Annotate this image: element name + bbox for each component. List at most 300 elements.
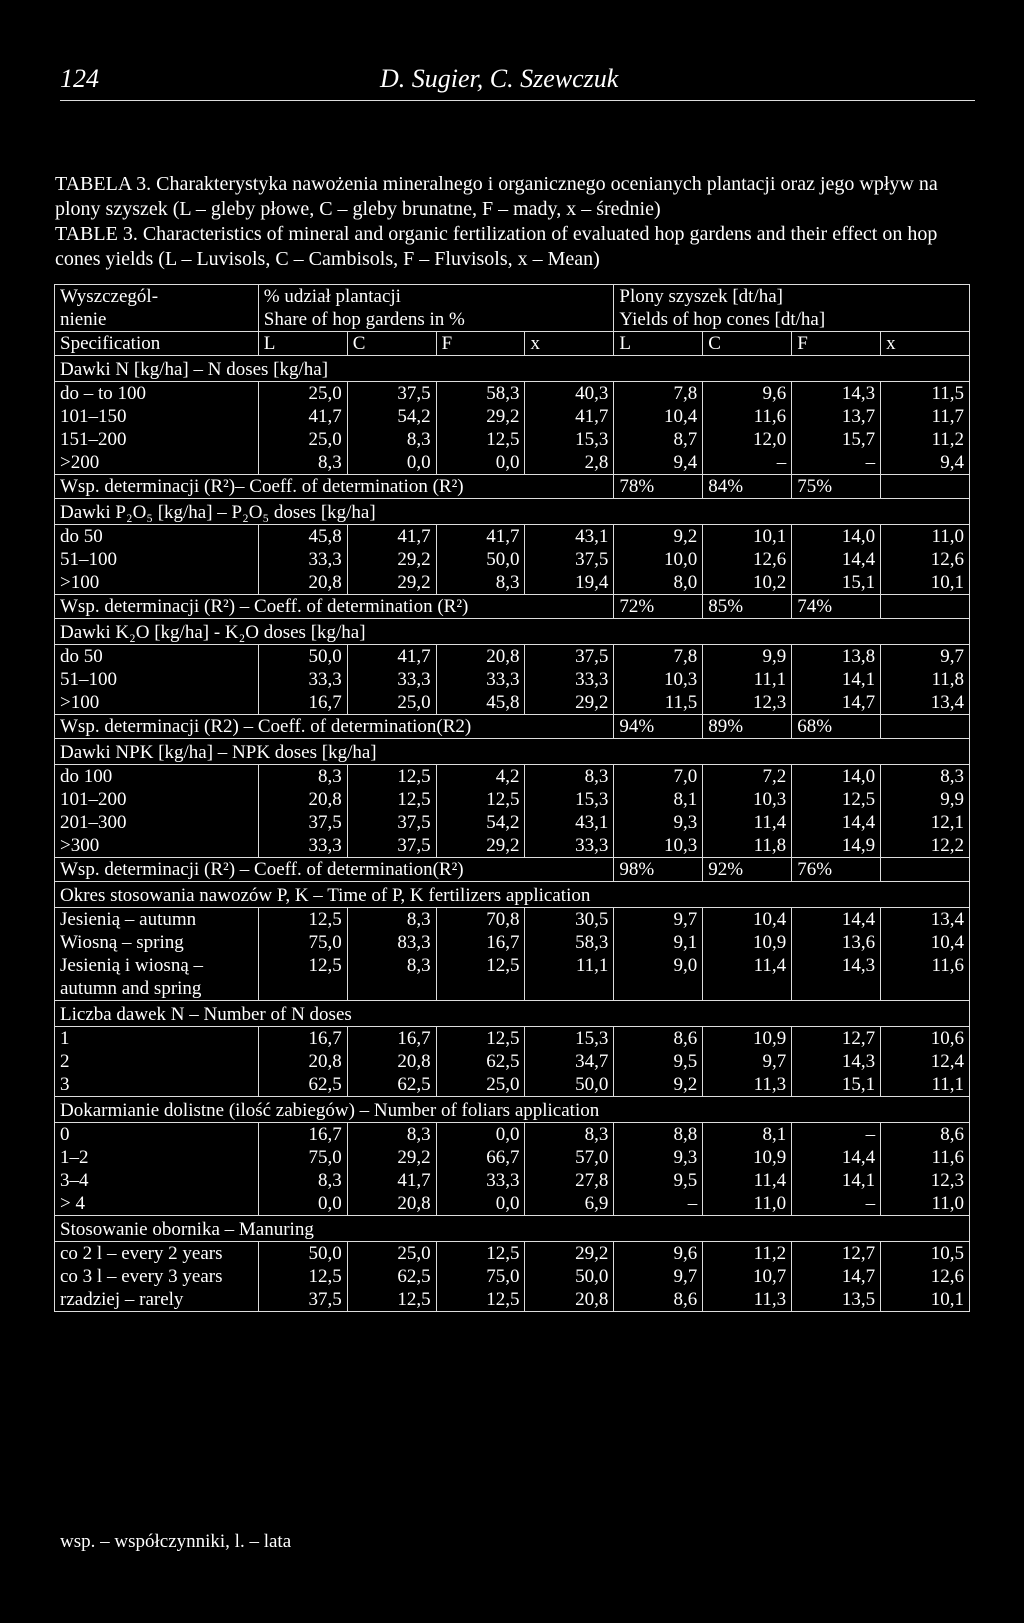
cell: 33,3 [258, 668, 347, 691]
r2-value: 78% [614, 475, 703, 499]
table-row [55, 765, 970, 789]
cell: 9,5 [614, 1169, 703, 1192]
cell: 9,6 [703, 382, 792, 406]
row-label: >300 [55, 834, 259, 858]
cell: 62,5 [347, 1265, 436, 1288]
cell: 40,3 [525, 382, 614, 406]
table-row [55, 525, 970, 549]
r2-value: 75% [792, 475, 881, 499]
r2-row [55, 715, 970, 739]
row-label: do – to 100 [60, 383, 147, 404]
cell: 45,8 [258, 525, 347, 549]
cell: 14,0 [792, 525, 881, 549]
cell: 16,7 [258, 691, 347, 715]
cell: 9,4 [614, 451, 703, 475]
cell: 0,0 [436, 451, 525, 475]
r2-value: 74% [792, 595, 881, 619]
cell: 50,0 [525, 1073, 614, 1097]
section-title: Liczba dawek N – Number of N doses [55, 1001, 970, 1027]
row-label: co 2 l – every 2 years [60, 1243, 223, 1264]
row-label: 51–100 [60, 549, 117, 570]
r2-value: 84% [703, 475, 792, 499]
cell: 9,7 [881, 645, 970, 669]
cell: 25,0 [347, 691, 436, 715]
cell: 10,9 [703, 931, 792, 954]
cell: 7,2 [703, 765, 792, 789]
cell: 10,1 [881, 1288, 970, 1312]
table-row [55, 977, 970, 1001]
row-label: > 4 [55, 1192, 259, 1216]
cell: 9,0 [614, 954, 703, 977]
r2-row [55, 475, 970, 499]
cell: 8,0 [614, 571, 703, 595]
section-title-row [55, 1001, 970, 1027]
cell: 12,7 [792, 1027, 881, 1051]
cell: 12,4 [881, 1050, 970, 1073]
cell: 66,7 [436, 1146, 525, 1169]
cell: 12,1 [881, 811, 970, 834]
table-row [55, 428, 970, 451]
row-label: 3 [55, 1073, 259, 1097]
cell: 41,7 [347, 645, 436, 669]
table-row [55, 908, 970, 932]
r2-row [55, 858, 970, 882]
cell: 14,4 [792, 1146, 881, 1169]
section-title-row [55, 882, 970, 908]
cell: – [792, 451, 881, 475]
yield-header-en: Yields of hop cones [dt/ha] [614, 308, 970, 332]
cell: 33,3 [258, 834, 347, 858]
section-title-row [55, 1216, 970, 1242]
cell: 14,0 [792, 765, 881, 789]
cell: – [614, 1192, 703, 1216]
cell: 14,1 [792, 668, 881, 691]
row-label: >100 [55, 691, 259, 715]
cell: 8,3 [258, 1169, 347, 1192]
table-row [55, 548, 970, 571]
cell: 9,2 [614, 525, 703, 549]
cell: 10,1 [881, 571, 970, 595]
cell: 43,1 [525, 525, 614, 549]
cell: 15,3 [525, 1027, 614, 1051]
cell: 29,2 [347, 571, 436, 595]
cell: 7,8 [614, 645, 703, 669]
cell: 8,3 [347, 1123, 436, 1147]
cell: 11,0 [881, 525, 970, 549]
caption-en: TABLE 3. Characteristics of mineral and organic fertilization of evaluated hop gardens and their effect on hop cones yields (L – Luvisols, C – Cambisols, F – Fluvisols, x – Mean) [55, 223, 938, 270]
cell: 0,0 [436, 1123, 525, 1147]
r2-value: 68% [792, 715, 881, 739]
cell [258, 977, 347, 1001]
cell: 62,5 [347, 1073, 436, 1097]
cell: 41,7 [347, 1169, 436, 1192]
cell: 9,7 [614, 1265, 703, 1288]
column-header: C [703, 332, 792, 356]
cell: 16,7 [436, 931, 525, 954]
page-number: 124 [60, 64, 99, 93]
section-title: Dawki N [kg/ha] – N doses [kg/ha] [55, 356, 970, 382]
table-row [55, 645, 970, 669]
cell: 16,7 [258, 1027, 347, 1051]
table-row [55, 834, 970, 858]
cell: 15,3 [525, 788, 614, 811]
cell: 11,6 [703, 405, 792, 428]
row-label: 51–100 [60, 669, 117, 690]
r2-value: 89% [703, 715, 792, 739]
table-row [55, 1123, 970, 1147]
cell: 8,1 [614, 788, 703, 811]
empty-cell [881, 595, 970, 619]
caption-pl: TABELA 3. Charakterystyka nawożenia mineralnego i organicznego ocenianych plantacji oraz jego wpływ na plony szyszek (L – gleby płowe, C – gleby brunatne, F – mady, x – średnie) [55, 173, 938, 220]
cell: 9,9 [881, 788, 970, 811]
cell: 19,4 [525, 571, 614, 595]
cell: 14,9 [792, 834, 881, 858]
spec-header-en: Specification [55, 332, 259, 356]
cell: 20,8 [347, 1050, 436, 1073]
cell: 8,3 [347, 908, 436, 932]
cell: 20,8 [258, 1050, 347, 1073]
cell: 10,7 [703, 1265, 792, 1288]
row-label: rzadziej – rarely [55, 1288, 259, 1312]
cell: 10,4 [614, 405, 703, 428]
cell: 33,3 [436, 1169, 525, 1192]
cell: 10,6 [881, 1027, 970, 1051]
cell: – [792, 1123, 881, 1147]
cell [347, 977, 436, 1001]
r2-row [55, 595, 970, 619]
cell: 11,5 [614, 691, 703, 715]
table-row [55, 1050, 970, 1073]
cell: 11,3 [703, 1288, 792, 1312]
cell: 12,0 [703, 428, 792, 451]
row-label: do 50 [60, 646, 103, 667]
cell: 16,7 [258, 1123, 347, 1147]
cell: 13,8 [792, 645, 881, 669]
row-label: 101–150 [60, 406, 127, 427]
cell: 6,9 [525, 1192, 614, 1216]
cell: 8,7 [614, 428, 703, 451]
cell: 15,1 [792, 1073, 881, 1097]
table-row [55, 1265, 970, 1288]
cell: 14,1 [792, 1169, 881, 1192]
cell: 14,4 [792, 548, 881, 571]
cell: 8,3 [525, 1123, 614, 1147]
cell: 11,6 [881, 1146, 970, 1169]
r2-label: Wsp. determinacji (R²) – Coeff. of determination (R²) [55, 595, 614, 619]
cell: 10,1 [703, 525, 792, 549]
section-title-row [55, 1097, 970, 1123]
table-row [55, 571, 970, 595]
cell: 8,6 [881, 1123, 970, 1147]
cell: 14,4 [792, 811, 881, 834]
table-row [55, 1192, 970, 1216]
cell: 70,8 [436, 908, 525, 932]
row-label: co 3 l – every 3 years [60, 1266, 223, 1287]
cell: 37,5 [347, 382, 436, 406]
cell: 12,3 [881, 1169, 970, 1192]
section-title-row [55, 739, 970, 765]
row-label: 1 [60, 1028, 70, 1049]
column-header: F [436, 332, 525, 356]
cell: 30,5 [525, 908, 614, 932]
row-label: 2 [60, 1051, 70, 1072]
cell: 33,3 [525, 834, 614, 858]
cell: 9,6 [614, 1242, 703, 1266]
cell: 33,3 [258, 548, 347, 571]
cell [614, 977, 703, 1001]
cell: 12,5 [792, 788, 881, 811]
cell: 58,3 [525, 931, 614, 954]
cell: 8,1 [703, 1123, 792, 1147]
r2-label: Wsp. determinacji (R²) – Coeff. of determination(R²) [55, 858, 614, 882]
cell: 15,1 [792, 571, 881, 595]
cell: 10,3 [614, 834, 703, 858]
cell: 12,5 [347, 1288, 436, 1312]
cell: 45,8 [436, 691, 525, 715]
cell: 12,5 [436, 1288, 525, 1312]
cell: 8,3 [436, 571, 525, 595]
cell: 7,0 [614, 765, 703, 789]
cell: 14,4 [792, 908, 881, 932]
cell: 13,6 [792, 931, 881, 954]
cell: 11,1 [881, 1073, 970, 1097]
section-title: Dawki P₂O₅ [kg/ha] – P₂O₅ doses [kg/ha] [55, 499, 970, 525]
section-title: Dawki K₂O [kg/ha] - K₂O doses [kg/ha] [55, 619, 970, 645]
column-header: L [614, 332, 703, 356]
cell: 11,5 [881, 382, 970, 406]
section-title-row [55, 356, 970, 382]
column-header: x [525, 332, 614, 356]
cell: 12,5 [347, 788, 436, 811]
cell: 13,4 [881, 691, 970, 715]
cell: 34,7 [525, 1050, 614, 1073]
cell: 33,3 [436, 668, 525, 691]
cell: 29,2 [347, 1146, 436, 1169]
cell [436, 977, 525, 1001]
cell: 37,5 [258, 811, 347, 834]
cell: 10,9 [703, 1027, 792, 1051]
cell: 20,8 [258, 788, 347, 811]
column-header-row [55, 332, 970, 356]
cell: 0,0 [258, 1192, 347, 1216]
row-label: >100 [55, 571, 259, 595]
cell: 12,5 [258, 908, 347, 932]
cell: 37,5 [347, 811, 436, 834]
cell: 9,7 [614, 908, 703, 932]
column-header: L [258, 332, 347, 356]
cell: 2,8 [525, 451, 614, 475]
cell: 9,4 [881, 451, 970, 475]
cell: 25,0 [258, 382, 347, 406]
cell [881, 977, 970, 1001]
header-row-2 [55, 308, 970, 332]
cell: 11,0 [703, 1192, 792, 1216]
cell: 9,1 [614, 931, 703, 954]
r2-value: 92% [703, 858, 792, 882]
cell: 13,7 [792, 405, 881, 428]
cell: 25,0 [436, 1073, 525, 1097]
cell: 50,0 [525, 1265, 614, 1288]
cell: 13,5 [792, 1288, 881, 1312]
cell: 14,7 [792, 1265, 881, 1288]
cell: 29,2 [436, 834, 525, 858]
cell: 11,1 [525, 954, 614, 977]
cell: 10,3 [703, 788, 792, 811]
row-label: 151–200 [60, 429, 127, 450]
cell: 11,8 [703, 834, 792, 858]
row-label: Wiosną – spring [60, 932, 184, 953]
cell: 11,4 [703, 811, 792, 834]
cell: 8,6 [614, 1027, 703, 1051]
cell: 7,8 [614, 382, 703, 406]
cell: 75,0 [258, 1146, 347, 1169]
table-row [55, 788, 970, 811]
cell: 9,3 [614, 1146, 703, 1169]
cell: 12,6 [703, 548, 792, 571]
cell: 8,3 [881, 765, 970, 789]
table-row [55, 931, 970, 954]
cell: 12,2 [881, 834, 970, 858]
row-label: >200 [55, 451, 259, 475]
table-row [55, 1073, 970, 1097]
cell: 12,6 [881, 1265, 970, 1288]
cell: 11,6 [881, 954, 970, 977]
fertilization-table [54, 284, 970, 1312]
cell: 20,8 [347, 1192, 436, 1216]
cell: 41,7 [347, 525, 436, 549]
empty-cell [881, 715, 970, 739]
cell: 12,5 [436, 788, 525, 811]
cell: 33,3 [525, 668, 614, 691]
cell: 9,9 [703, 645, 792, 669]
cell: 8,3 [347, 428, 436, 451]
cell: 37,5 [258, 1288, 347, 1312]
r2-value: 98% [614, 858, 703, 882]
cell: 20,8 [258, 571, 347, 595]
cell: 0,0 [347, 451, 436, 475]
table-row [55, 691, 970, 715]
section-title: Dawki NPK [kg/ha] – NPK doses [kg/ha] [55, 739, 970, 765]
cell: 83,3 [347, 931, 436, 954]
cell: 43,1 [525, 811, 614, 834]
table-row [55, 811, 970, 834]
spec-header-pl: Wyszczegól- [60, 286, 159, 307]
cell: 50,0 [258, 645, 347, 669]
r2-label: Wsp. determinacji (R2) – Coeff. of determination(R2) [55, 715, 614, 739]
cell: 15,3 [525, 428, 614, 451]
section-title: Okres stosowania nawozów P, K – Time of P, K fertilizers application [55, 882, 970, 908]
row-label: 0 [60, 1124, 70, 1145]
page-header [60, 64, 975, 101]
column-header: C [347, 332, 436, 356]
spec-header-pl2: nienie [55, 308, 259, 332]
cell: 16,7 [347, 1027, 436, 1051]
cell: 8,3 [258, 451, 347, 475]
row-label: 3–4 [60, 1170, 89, 1191]
table-row [55, 1027, 970, 1051]
cell: 10,4 [703, 908, 792, 932]
cell: 11,2 [881, 428, 970, 451]
yield-header-pl: Plony szyszek [dt/ha] [614, 285, 970, 309]
cell: 12,5 [347, 765, 436, 789]
table-row [55, 1288, 970, 1312]
cell: 57,0 [525, 1146, 614, 1169]
cell: 25,0 [347, 1242, 436, 1266]
cell: 8,3 [258, 765, 347, 789]
cell: 9,3 [614, 811, 703, 834]
r2-label: Wsp. determinacji (R²)– Coeff. of determination (R²) [55, 475, 614, 499]
table-row [55, 668, 970, 691]
cell: 75,0 [258, 931, 347, 954]
table-row [55, 382, 970, 406]
cell: 10,3 [614, 668, 703, 691]
cell: 11,7 [881, 405, 970, 428]
cell: 8,6 [614, 1288, 703, 1312]
cell: 12,5 [258, 954, 347, 977]
cell: 10,5 [881, 1242, 970, 1266]
header-row-1 [55, 285, 970, 309]
cell: 75,0 [436, 1265, 525, 1288]
row-label: autumn and spring [55, 977, 259, 1001]
cell: 11,4 [703, 954, 792, 977]
cell: 10,0 [614, 548, 703, 571]
cell: 9,5 [614, 1050, 703, 1073]
footnote: wsp. – współczynniki, l. – lata [60, 1531, 292, 1552]
table-caption [55, 172, 975, 272]
cell: 9,2 [614, 1073, 703, 1097]
cell: 8,8 [614, 1123, 703, 1147]
cell: 20,8 [525, 1288, 614, 1312]
cell: 41,7 [525, 405, 614, 428]
empty-cell [881, 475, 970, 499]
cell: 12,5 [436, 428, 525, 451]
cell: 12,5 [436, 1027, 525, 1051]
cell: 11,2 [703, 1242, 792, 1266]
cell: 50,0 [258, 1242, 347, 1266]
cell: 14,3 [792, 382, 881, 406]
r2-value: 94% [614, 715, 703, 739]
authors: D. Sugier, C. Szewczuk [380, 64, 619, 93]
cell: 10,9 [703, 1146, 792, 1169]
cell: 12,5 [436, 1242, 525, 1266]
table-row [55, 954, 970, 977]
row-label: Jesienią i wiosną – [60, 955, 204, 976]
cell: 29,2 [525, 691, 614, 715]
cell: 4,2 [436, 765, 525, 789]
cell: – [792, 1192, 881, 1216]
row-label: 101–200 [60, 789, 127, 810]
cell: 54,2 [347, 405, 436, 428]
cell: 58,3 [436, 382, 525, 406]
cell: 27,8 [525, 1169, 614, 1192]
cell [525, 977, 614, 1001]
cell: 29,2 [436, 405, 525, 428]
cell: 41,7 [258, 405, 347, 428]
cell: 37,5 [525, 645, 614, 669]
cell: 14,3 [792, 1050, 881, 1073]
cell: 12,5 [258, 1265, 347, 1288]
cell [703, 977, 792, 1001]
section-title-row [55, 499, 970, 525]
cell: 37,5 [347, 834, 436, 858]
table-row [55, 451, 970, 475]
cell [792, 977, 881, 1001]
cell: 12,6 [881, 548, 970, 571]
section-title-row [55, 619, 970, 645]
share-header-pl: % udział plantacji [258, 285, 614, 309]
cell: 0,0 [436, 1192, 525, 1216]
cell: 10,4 [881, 931, 970, 954]
